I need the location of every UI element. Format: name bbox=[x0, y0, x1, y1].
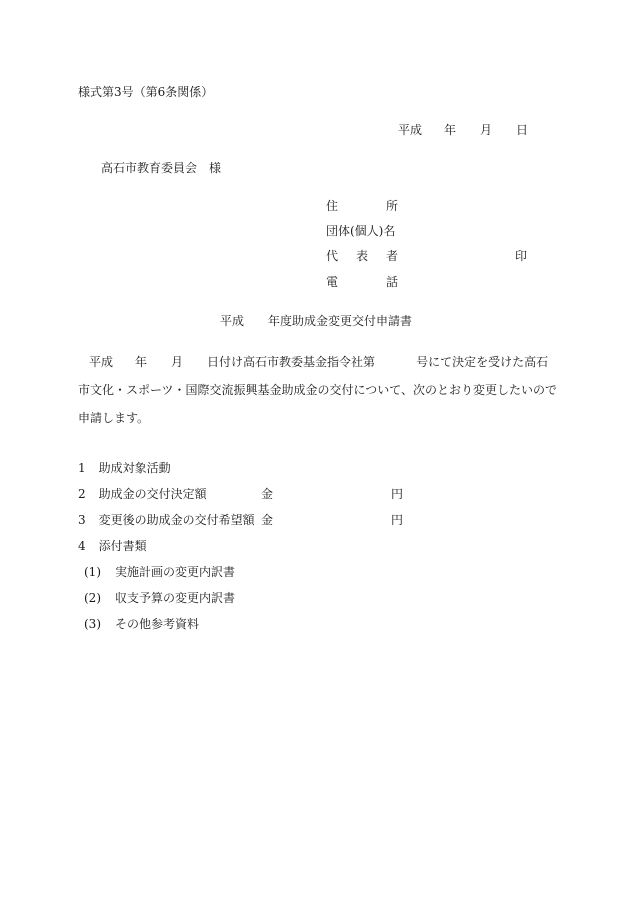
body-line-1: 平成 年 月 日付け高石市教委基金指令社第 号にて決定を受けた高石 bbox=[89, 355, 549, 369]
attachment-1 bbox=[84, 566, 235, 578]
item-number: 1 bbox=[78, 461, 86, 475]
representative-label: 代 表 者 bbox=[326, 249, 399, 263]
date-year-unit: 年 bbox=[444, 123, 457, 137]
attachment-label: その他参考資料 bbox=[115, 617, 200, 631]
seal-mark: 印 bbox=[515, 249, 528, 263]
item-label: 助成金の交付決定額 bbox=[98, 487, 207, 501]
attachment-number: (3) bbox=[84, 617, 101, 631]
addressee bbox=[101, 162, 221, 174]
date-era: 平成 bbox=[398, 123, 423, 137]
item-2-amount-prefix: 金 bbox=[261, 487, 274, 501]
item-1 bbox=[78, 462, 171, 474]
date-day-unit: 日 bbox=[516, 123, 529, 137]
item-3-amount-prefix: 金 bbox=[261, 513, 274, 527]
date-month-unit: 月 bbox=[480, 123, 493, 137]
body-line-3: 申請します。 bbox=[78, 411, 150, 425]
phone-label: 電 話 bbox=[326, 275, 399, 289]
attachment-2 bbox=[84, 592, 235, 604]
title-text: 年度助成金変更交付申請書 bbox=[268, 314, 413, 328]
group-name-label: 団体(個人)名 bbox=[326, 224, 396, 238]
item-label: 添付書類 bbox=[98, 539, 147, 553]
item-label: 変更後の助成金の交付希望額 bbox=[98, 513, 255, 527]
item-number: 3 bbox=[78, 513, 86, 527]
body-line-2: 市文化・スポーツ・国際交流振興基金助成金の交付について、次のとおり変更したいので bbox=[78, 383, 558, 397]
item-label: 助成対象活動 bbox=[98, 461, 171, 475]
item-3-amount-suffix: 円 bbox=[391, 513, 404, 527]
addressee-name: 高石市教育委員会 bbox=[101, 161, 198, 175]
item-2-amount-suffix: 円 bbox=[391, 487, 404, 501]
attachment-3 bbox=[84, 618, 199, 630]
item-2 bbox=[78, 488, 207, 500]
attachment-number: (2) bbox=[84, 591, 101, 605]
attachment-label: 実施計画の変更内訳書 bbox=[115, 565, 236, 579]
addressee-honorific: 様 bbox=[209, 161, 222, 175]
item-3 bbox=[78, 514, 255, 526]
date-line bbox=[398, 124, 528, 136]
attachment-number: (1) bbox=[84, 565, 101, 579]
document-title bbox=[220, 315, 412, 327]
attachment-label: 収支予算の変更内訳書 bbox=[115, 591, 236, 605]
title-era: 平成 bbox=[220, 314, 245, 328]
address-label: 住 所 bbox=[326, 199, 399, 213]
item-4 bbox=[78, 540, 147, 552]
form-number: 様式第3号（第6条関係） bbox=[78, 85, 214, 99]
item-number: 4 bbox=[78, 539, 86, 553]
item-number: 2 bbox=[78, 487, 86, 501]
